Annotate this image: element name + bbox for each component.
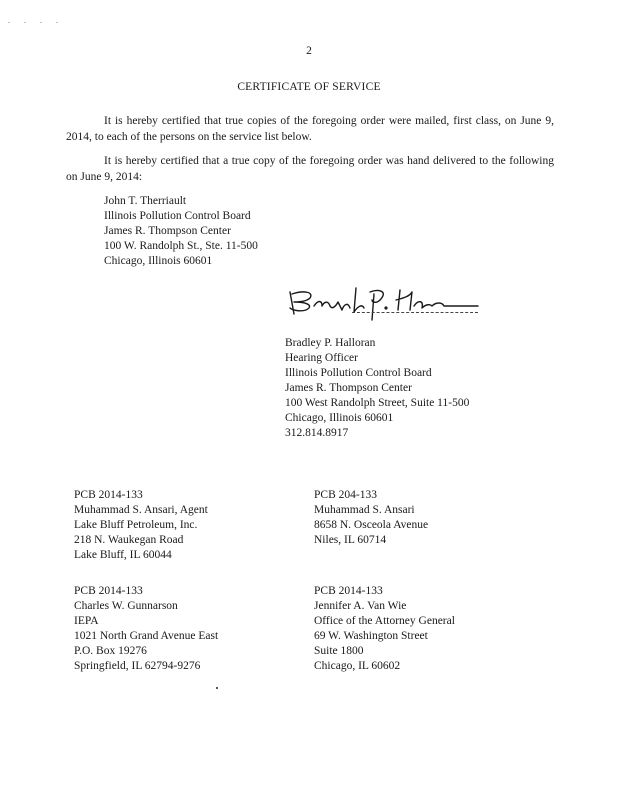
address-line: 1021 North Grand Avenue East [74,630,219,642]
signer-block [285,336,469,441]
paragraph-hand-delivered-text: It is hereby certified that a true copy of the foregoing order was hand delivered to the following on June 9, 2014: [66,155,554,183]
signer-title: Hearing Officer [285,352,358,364]
address-line: Suite 1800 [314,645,364,657]
address-line: IEPA [74,615,99,627]
signature-stroke [314,302,350,311]
paragraph-mailed-text: It is hereby certified that true copies of the foregoing order were mailed, first class, on June 9, 2014, to each of the persons on the service list below. [66,115,554,143]
recipient-line: 100 W. Randolph St., Ste. 11-500 [104,240,258,252]
signature-line [352,312,478,314]
address-line: Chicago, IL 60602 [314,660,401,672]
signature-stroke [396,290,412,310]
party-name: Charles W. Gunnarson [74,600,178,612]
address-line: Lake Bluff, IL 60044 [74,549,172,561]
service-list-entry [314,584,455,674]
address-line: Office of the Attorney General [314,615,455,627]
address-line: 218 N. Waukegan Road [74,534,184,546]
service-list-entry [314,488,428,548]
case-number: PCB 2014-133 [74,489,143,501]
recipient-line: Illinois Pollution Control Board [104,210,251,222]
signer-line: 100 West Randolph Street, Suite 11-500 [285,397,470,409]
address-line: P.O. Box 19276 [74,645,147,657]
case-number: PCB 2014-133 [74,585,143,597]
signer-line: Chicago, Illinois 60601 [285,412,394,424]
signature-stroke [385,307,387,309]
case-number: PCB 2014-133 [314,585,383,597]
service-list-entry [74,584,218,674]
signature-stroke [370,290,383,320]
signer-line: Illinois Pollution Control Board [285,367,432,379]
paragraph-mailed [66,114,554,145]
address-line: 69 W. Washington Street [314,630,428,642]
signature-stroke [414,302,478,308]
address-line: 8658 N. Osceola Avenue [314,519,429,531]
service-list-entry [74,488,208,563]
page-number: 2 [306,45,312,57]
paragraph-hand-delivered [66,154,554,185]
signer-name: Bradley P. Halloran [285,337,376,349]
recipient-name: John T. Therriault [104,195,187,207]
address-line: Springfield, IL 62794-9276 [74,660,201,672]
recipient-line: James R. Thompson Center [104,225,231,237]
page-title: CERTIFICATE OF SERVICE [237,81,381,93]
signature-image [284,284,484,324]
scan-artifact-dots: . . . . [8,16,64,25]
party-name: Muhammad S. Ansari, Agent [74,504,208,516]
address-line: Lake Bluff Petroleum, Inc. [74,519,198,531]
signature-stroke [290,292,294,314]
party-name: Jennifer A. Van Wie [314,600,407,612]
signature-stroke [354,288,364,312]
scan-artifact-dot [216,687,218,689]
hand-delivery-recipient [104,194,258,269]
signer-phone: 312.814.8917 [285,427,349,439]
signer-line: James R. Thompson Center [285,382,412,394]
recipient-line: Chicago, Illinois 60601 [104,255,213,267]
case-number: PCB 204-133 [314,489,377,501]
address-line: Niles, IL 60714 [314,534,387,546]
party-name: Muhammad S. Ansari [314,504,415,516]
